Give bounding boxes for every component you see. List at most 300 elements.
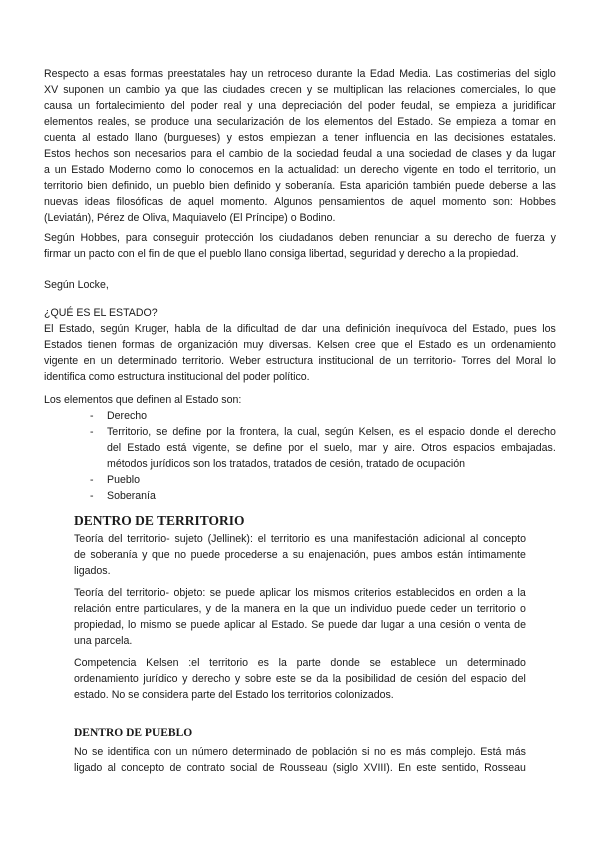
word: Estado. bbox=[397, 116, 434, 128]
word: que bbox=[538, 84, 556, 96]
word: puede bbox=[225, 587, 255, 599]
word: aplicar bbox=[259, 587, 291, 599]
word: del bbox=[452, 323, 467, 335]
word: y bbox=[506, 148, 512, 160]
word: sobre bbox=[244, 673, 272, 685]
word: del bbox=[451, 673, 466, 685]
word: los bbox=[295, 587, 309, 599]
word: adicional bbox=[423, 533, 466, 545]
word: no bbox=[174, 549, 187, 561]
word: a bbox=[531, 180, 538, 192]
word: un bbox=[445, 657, 458, 669]
word: filosóficas bbox=[116, 196, 164, 208]
word: Estado bbox=[127, 442, 161, 454]
word: tener bbox=[334, 132, 359, 144]
word: enajenación, bbox=[308, 549, 369, 561]
word: No bbox=[74, 746, 88, 758]
word: según bbox=[324, 426, 354, 438]
text-line: Derecho bbox=[107, 410, 148, 422]
word: a bbox=[376, 148, 383, 160]
word: crecen bbox=[269, 84, 302, 96]
word: una bbox=[194, 116, 212, 128]
word: entre bbox=[115, 603, 140, 615]
word: se bbox=[156, 426, 168, 438]
word: propiedad, bbox=[74, 619, 125, 631]
word: se bbox=[134, 116, 146, 128]
text-line: una parcela. bbox=[74, 635, 133, 647]
list-bullet: - bbox=[90, 474, 94, 486]
word: estos bbox=[238, 132, 264, 144]
word: por bbox=[206, 426, 222, 438]
word: particulares, bbox=[143, 603, 202, 615]
word: y bbox=[247, 100, 253, 112]
word: Estado, bbox=[58, 323, 95, 335]
word: aquel bbox=[409, 196, 436, 208]
word: territorio bbox=[270, 533, 310, 545]
word: la bbox=[274, 164, 284, 176]
word: una bbox=[418, 619, 436, 631]
word: puede bbox=[190, 619, 221, 631]
word: puede bbox=[455, 180, 485, 192]
word: inequívoca bbox=[395, 323, 448, 335]
word: Moral bbox=[515, 355, 543, 367]
word: definición bbox=[345, 323, 391, 335]
word: y bbox=[142, 549, 148, 561]
word: da bbox=[316, 673, 329, 685]
word: aquel bbox=[187, 196, 214, 208]
word: parte bbox=[296, 657, 321, 669]
word: Teoría bbox=[74, 533, 104, 545]
word: ciudades bbox=[222, 84, 265, 96]
word: mismo bbox=[140, 619, 172, 631]
word: puede bbox=[190, 549, 221, 561]
word: se bbox=[369, 657, 381, 669]
word: a bbox=[507, 587, 514, 599]
word: un bbox=[396, 355, 409, 367]
word: Está bbox=[480, 746, 502, 758]
word: son: bbox=[492, 196, 513, 208]
word: y bbox=[382, 442, 389, 454]
word: Torres bbox=[461, 355, 491, 367]
word: protección bbox=[204, 232, 254, 244]
word: pues bbox=[513, 323, 537, 335]
word: renunciar bbox=[374, 232, 419, 244]
word: a bbox=[282, 549, 289, 561]
word: están bbox=[437, 549, 464, 561]
text-line: estado. No se considera parte del Estado los territorios colonizados. bbox=[74, 689, 394, 701]
word: la bbox=[284, 426, 293, 438]
word: se bbox=[300, 673, 312, 685]
word: sociedad bbox=[296, 148, 339, 160]
word: manera bbox=[243, 603, 280, 615]
word: el bbox=[216, 148, 225, 160]
heading-dentro-de-territorio: DENTRO DE TERRITORIO bbox=[74, 513, 245, 528]
word: Moderno bbox=[109, 164, 151, 176]
text-line: ligados. bbox=[74, 565, 111, 577]
word: XV bbox=[44, 84, 59, 96]
word: de bbox=[379, 355, 391, 367]
word: de bbox=[169, 196, 182, 208]
word: juridificar bbox=[513, 100, 556, 112]
word: determinado bbox=[467, 657, 526, 669]
word: de bbox=[288, 116, 301, 128]
word: la bbox=[332, 673, 341, 685]
word: feudal bbox=[343, 148, 372, 160]
word: Respecto bbox=[44, 68, 89, 80]
word: íntimamente bbox=[467, 549, 526, 561]
word: a bbox=[408, 619, 415, 631]
word: territorio bbox=[44, 180, 83, 192]
word: derecho bbox=[453, 232, 492, 244]
word: Territorio, bbox=[107, 426, 152, 438]
word: objeto: bbox=[173, 587, 206, 599]
word: espacio bbox=[470, 673, 508, 685]
word: Competencia bbox=[74, 657, 137, 669]
word: de bbox=[262, 762, 275, 774]
word: lo bbox=[128, 619, 137, 631]
text-line bbox=[74, 617, 526, 633]
text-line bbox=[44, 114, 556, 130]
text-line: (Leviatán), Pérez de Oliva, Maquiavelo (El Príncipe) o Bodino. bbox=[44, 212, 336, 224]
word: la bbox=[226, 426, 235, 438]
word: Teoría bbox=[74, 587, 104, 599]
word: concepto bbox=[121, 762, 165, 774]
word: se bbox=[317, 84, 329, 96]
word: un bbox=[251, 68, 264, 80]
word: jurídico bbox=[143, 673, 178, 685]
word: como bbox=[155, 164, 182, 176]
word: frontera, bbox=[239, 426, 280, 438]
word: tomar bbox=[512, 116, 540, 128]
word: suelo, bbox=[324, 442, 353, 454]
word: define bbox=[253, 442, 283, 454]
word: el bbox=[309, 442, 318, 454]
word: determinado bbox=[117, 355, 177, 367]
word: cesión bbox=[416, 673, 448, 685]
word: retroceso bbox=[267, 68, 313, 80]
word: del bbox=[107, 587, 123, 599]
word: sujeto bbox=[174, 533, 203, 545]
word: dar bbox=[361, 619, 377, 631]
word: Hobbes bbox=[519, 196, 556, 208]
word: se bbox=[438, 100, 450, 112]
word: Hobbes, bbox=[80, 232, 120, 244]
word: se bbox=[175, 619, 187, 631]
word: establecidos bbox=[395, 587, 455, 599]
text-line bbox=[44, 337, 556, 353]
word: ciudadanos bbox=[279, 232, 334, 244]
word: de bbox=[455, 148, 468, 160]
word: sociedad bbox=[408, 148, 452, 160]
word: también bbox=[412, 180, 451, 192]
word: costimerias bbox=[457, 68, 511, 80]
word: empiezan bbox=[269, 132, 316, 144]
word: fortalecimiento bbox=[95, 100, 165, 112]
word: está bbox=[166, 442, 187, 454]
word: territorio bbox=[476, 603, 516, 615]
word: Estado. bbox=[271, 619, 308, 631]
word: de bbox=[497, 232, 510, 244]
word: las bbox=[203, 84, 218, 96]
word: del bbox=[108, 533, 123, 545]
word: durante bbox=[316, 68, 353, 80]
word: soberanía bbox=[90, 549, 138, 561]
word: Kruger, bbox=[134, 323, 169, 335]
word: es bbox=[456, 339, 469, 351]
word: vigente bbox=[44, 355, 79, 367]
word: de bbox=[169, 762, 182, 774]
word: Estos bbox=[44, 148, 71, 160]
word: la bbox=[283, 148, 292, 160]
word: se bbox=[209, 587, 221, 599]
text-line bbox=[74, 547, 526, 563]
word: Estados bbox=[44, 339, 83, 351]
text-line bbox=[44, 178, 556, 194]
word: llano bbox=[134, 132, 158, 144]
word: depreciación bbox=[282, 100, 343, 112]
word: la bbox=[223, 323, 232, 335]
word: Kelsen bbox=[146, 657, 179, 669]
word: nuevas bbox=[44, 196, 79, 208]
word: causa bbox=[44, 100, 73, 112]
word: Kelsen, bbox=[358, 426, 394, 438]
word: de bbox=[160, 339, 173, 351]
word: una bbox=[322, 323, 341, 335]
word: aire. bbox=[394, 442, 415, 454]
word: lo bbox=[186, 164, 195, 176]
word: relaciones bbox=[407, 84, 456, 96]
word: hay bbox=[229, 68, 247, 80]
word: pues bbox=[373, 549, 397, 561]
word: cesión bbox=[439, 619, 471, 631]
word: suponen bbox=[63, 84, 104, 96]
word: un bbox=[334, 603, 347, 615]
text-line bbox=[107, 440, 556, 456]
word: pensamientos bbox=[318, 196, 385, 208]
word: tienen bbox=[87, 339, 117, 351]
text-line bbox=[44, 321, 556, 337]
word: Se bbox=[438, 116, 452, 128]
word: siglo bbox=[533, 68, 556, 80]
word: es bbox=[390, 746, 402, 758]
word: de bbox=[205, 323, 218, 335]
word: formas bbox=[122, 339, 155, 351]
word: el bbox=[257, 533, 266, 545]
word: las bbox=[434, 132, 448, 144]
word: vigente bbox=[403, 164, 438, 176]
word: mismos bbox=[313, 587, 350, 599]
word: en bbox=[416, 132, 428, 144]
text-line: identifica como estructura institucional del poder político. bbox=[44, 371, 310, 383]
word: lo bbox=[547, 355, 556, 367]
word: no bbox=[373, 746, 386, 758]
word: dificultad bbox=[236, 323, 279, 335]
word: al bbox=[107, 762, 116, 774]
word: embajadas. bbox=[501, 442, 556, 454]
word: deben bbox=[339, 232, 369, 244]
word: de bbox=[295, 746, 308, 758]
word: y bbox=[182, 673, 188, 685]
word: para bbox=[125, 232, 148, 244]
word: su bbox=[292, 549, 304, 561]
word: bien bbox=[87, 180, 108, 192]
word: define bbox=[172, 426, 202, 438]
word: es bbox=[257, 657, 269, 669]
word: diversas. bbox=[269, 339, 312, 351]
word: momento. bbox=[220, 196, 268, 208]
text-line bbox=[74, 671, 526, 687]
word: número bbox=[191, 746, 228, 758]
word: una bbox=[386, 148, 405, 160]
word: establece bbox=[390, 657, 436, 669]
word: habla bbox=[174, 323, 201, 335]
text-line bbox=[44, 353, 556, 369]
word: complejo. bbox=[430, 746, 476, 758]
word: (Jellinek): bbox=[207, 533, 253, 545]
word: mar bbox=[358, 442, 377, 454]
word: si bbox=[361, 746, 370, 758]
word: poder bbox=[368, 100, 396, 112]
word: derecho bbox=[360, 164, 399, 176]
word: para bbox=[190, 148, 212, 160]
word: social bbox=[230, 762, 258, 774]
word: al bbox=[82, 132, 91, 144]
word: dar bbox=[301, 323, 317, 335]
word: estado bbox=[96, 132, 129, 144]
word: el bbox=[484, 164, 493, 176]
word: y bbox=[275, 180, 281, 192]
word: donde bbox=[330, 657, 360, 669]
word: al bbox=[259, 619, 268, 631]
word: manifestación bbox=[353, 533, 419, 545]
word: en bbox=[544, 116, 556, 128]
word: del bbox=[347, 100, 363, 112]
word: un bbox=[175, 746, 188, 758]
word: que bbox=[312, 603, 331, 615]
text-line bbox=[74, 585, 526, 601]
word: orden bbox=[475, 587, 503, 599]
word: a bbox=[424, 232, 431, 244]
word: un bbox=[108, 84, 121, 96]
word: de bbox=[215, 603, 227, 615]
word: todo bbox=[459, 164, 480, 176]
text-line bbox=[44, 130, 556, 146]
word: son bbox=[113, 148, 131, 160]
word: lugar bbox=[532, 148, 556, 160]
word: esas bbox=[103, 68, 127, 80]
word: ligado bbox=[74, 762, 103, 774]
word: del bbox=[170, 100, 185, 112]
text-line bbox=[44, 230, 556, 246]
text-line bbox=[74, 760, 526, 776]
word: actualidad: bbox=[287, 164, 340, 176]
word: en bbox=[283, 603, 296, 615]
word: a bbox=[44, 164, 50, 176]
word: los bbox=[305, 116, 320, 128]
word: identifica bbox=[107, 746, 150, 758]
word: un bbox=[54, 164, 67, 176]
word: puede bbox=[328, 619, 358, 631]
text-line bbox=[107, 424, 556, 440]
word: momento bbox=[442, 196, 487, 208]
word: (burgueses) bbox=[163, 132, 221, 144]
word: la bbox=[299, 603, 309, 615]
word: las bbox=[388, 84, 403, 96]
word: cual, bbox=[297, 426, 320, 438]
word: derecho bbox=[517, 426, 556, 438]
text-line bbox=[44, 82, 556, 98]
word: ya bbox=[164, 84, 177, 96]
word: empieza bbox=[455, 100, 496, 112]
word: la bbox=[231, 603, 240, 615]
word: las bbox=[542, 180, 556, 192]
word: este bbox=[275, 673, 296, 685]
text-line: Según Locke, bbox=[44, 279, 109, 291]
word: de bbox=[74, 549, 86, 561]
word: venta bbox=[484, 619, 511, 631]
word: según bbox=[100, 323, 130, 335]
word: los bbox=[259, 232, 274, 244]
word: que bbox=[381, 339, 399, 351]
word: muy bbox=[243, 339, 264, 351]
word: una bbox=[258, 100, 277, 112]
word: criterios bbox=[354, 587, 392, 599]
word: en bbox=[83, 355, 96, 367]
word: este bbox=[416, 762, 437, 774]
word: del bbox=[496, 355, 511, 367]
word: reales, bbox=[97, 116, 130, 128]
word: Rosseau bbox=[484, 762, 526, 774]
word: en bbox=[442, 164, 455, 176]
word: cuenta bbox=[44, 132, 76, 144]
text-line bbox=[74, 744, 526, 760]
word: necesarios bbox=[134, 148, 187, 160]
word: institucional bbox=[318, 355, 374, 367]
text-line bbox=[74, 531, 526, 547]
word: individuo bbox=[350, 603, 393, 615]
word: que bbox=[151, 549, 170, 561]
word: es bbox=[314, 533, 326, 545]
word: clases bbox=[471, 148, 502, 160]
word: un bbox=[460, 603, 473, 615]
word: estructura bbox=[265, 355, 314, 367]
text-line bbox=[44, 146, 556, 162]
word: cree bbox=[354, 339, 376, 351]
word: aparición bbox=[365, 180, 409, 192]
word: a bbox=[501, 116, 508, 128]
word: territorio. bbox=[182, 355, 225, 367]
word: formas bbox=[130, 68, 164, 80]
word: un bbox=[544, 164, 556, 176]
word: Estado, bbox=[472, 323, 509, 335]
word: Estado bbox=[418, 339, 452, 351]
word: a bbox=[501, 100, 508, 112]
word: posibilidad bbox=[345, 673, 396, 685]
word: en bbox=[459, 587, 472, 599]
word: de bbox=[284, 323, 297, 335]
word: un bbox=[100, 355, 113, 367]
word: multiplican bbox=[333, 84, 384, 96]
word: un bbox=[343, 164, 356, 176]
word: es bbox=[398, 426, 411, 438]
word: Según bbox=[44, 232, 75, 244]
word: Estado bbox=[71, 164, 105, 176]
word: bien bbox=[209, 180, 230, 192]
word: o bbox=[474, 619, 481, 631]
word: que bbox=[181, 84, 199, 96]
word: elementos bbox=[44, 116, 93, 128]
word: territorio- bbox=[127, 533, 170, 545]
